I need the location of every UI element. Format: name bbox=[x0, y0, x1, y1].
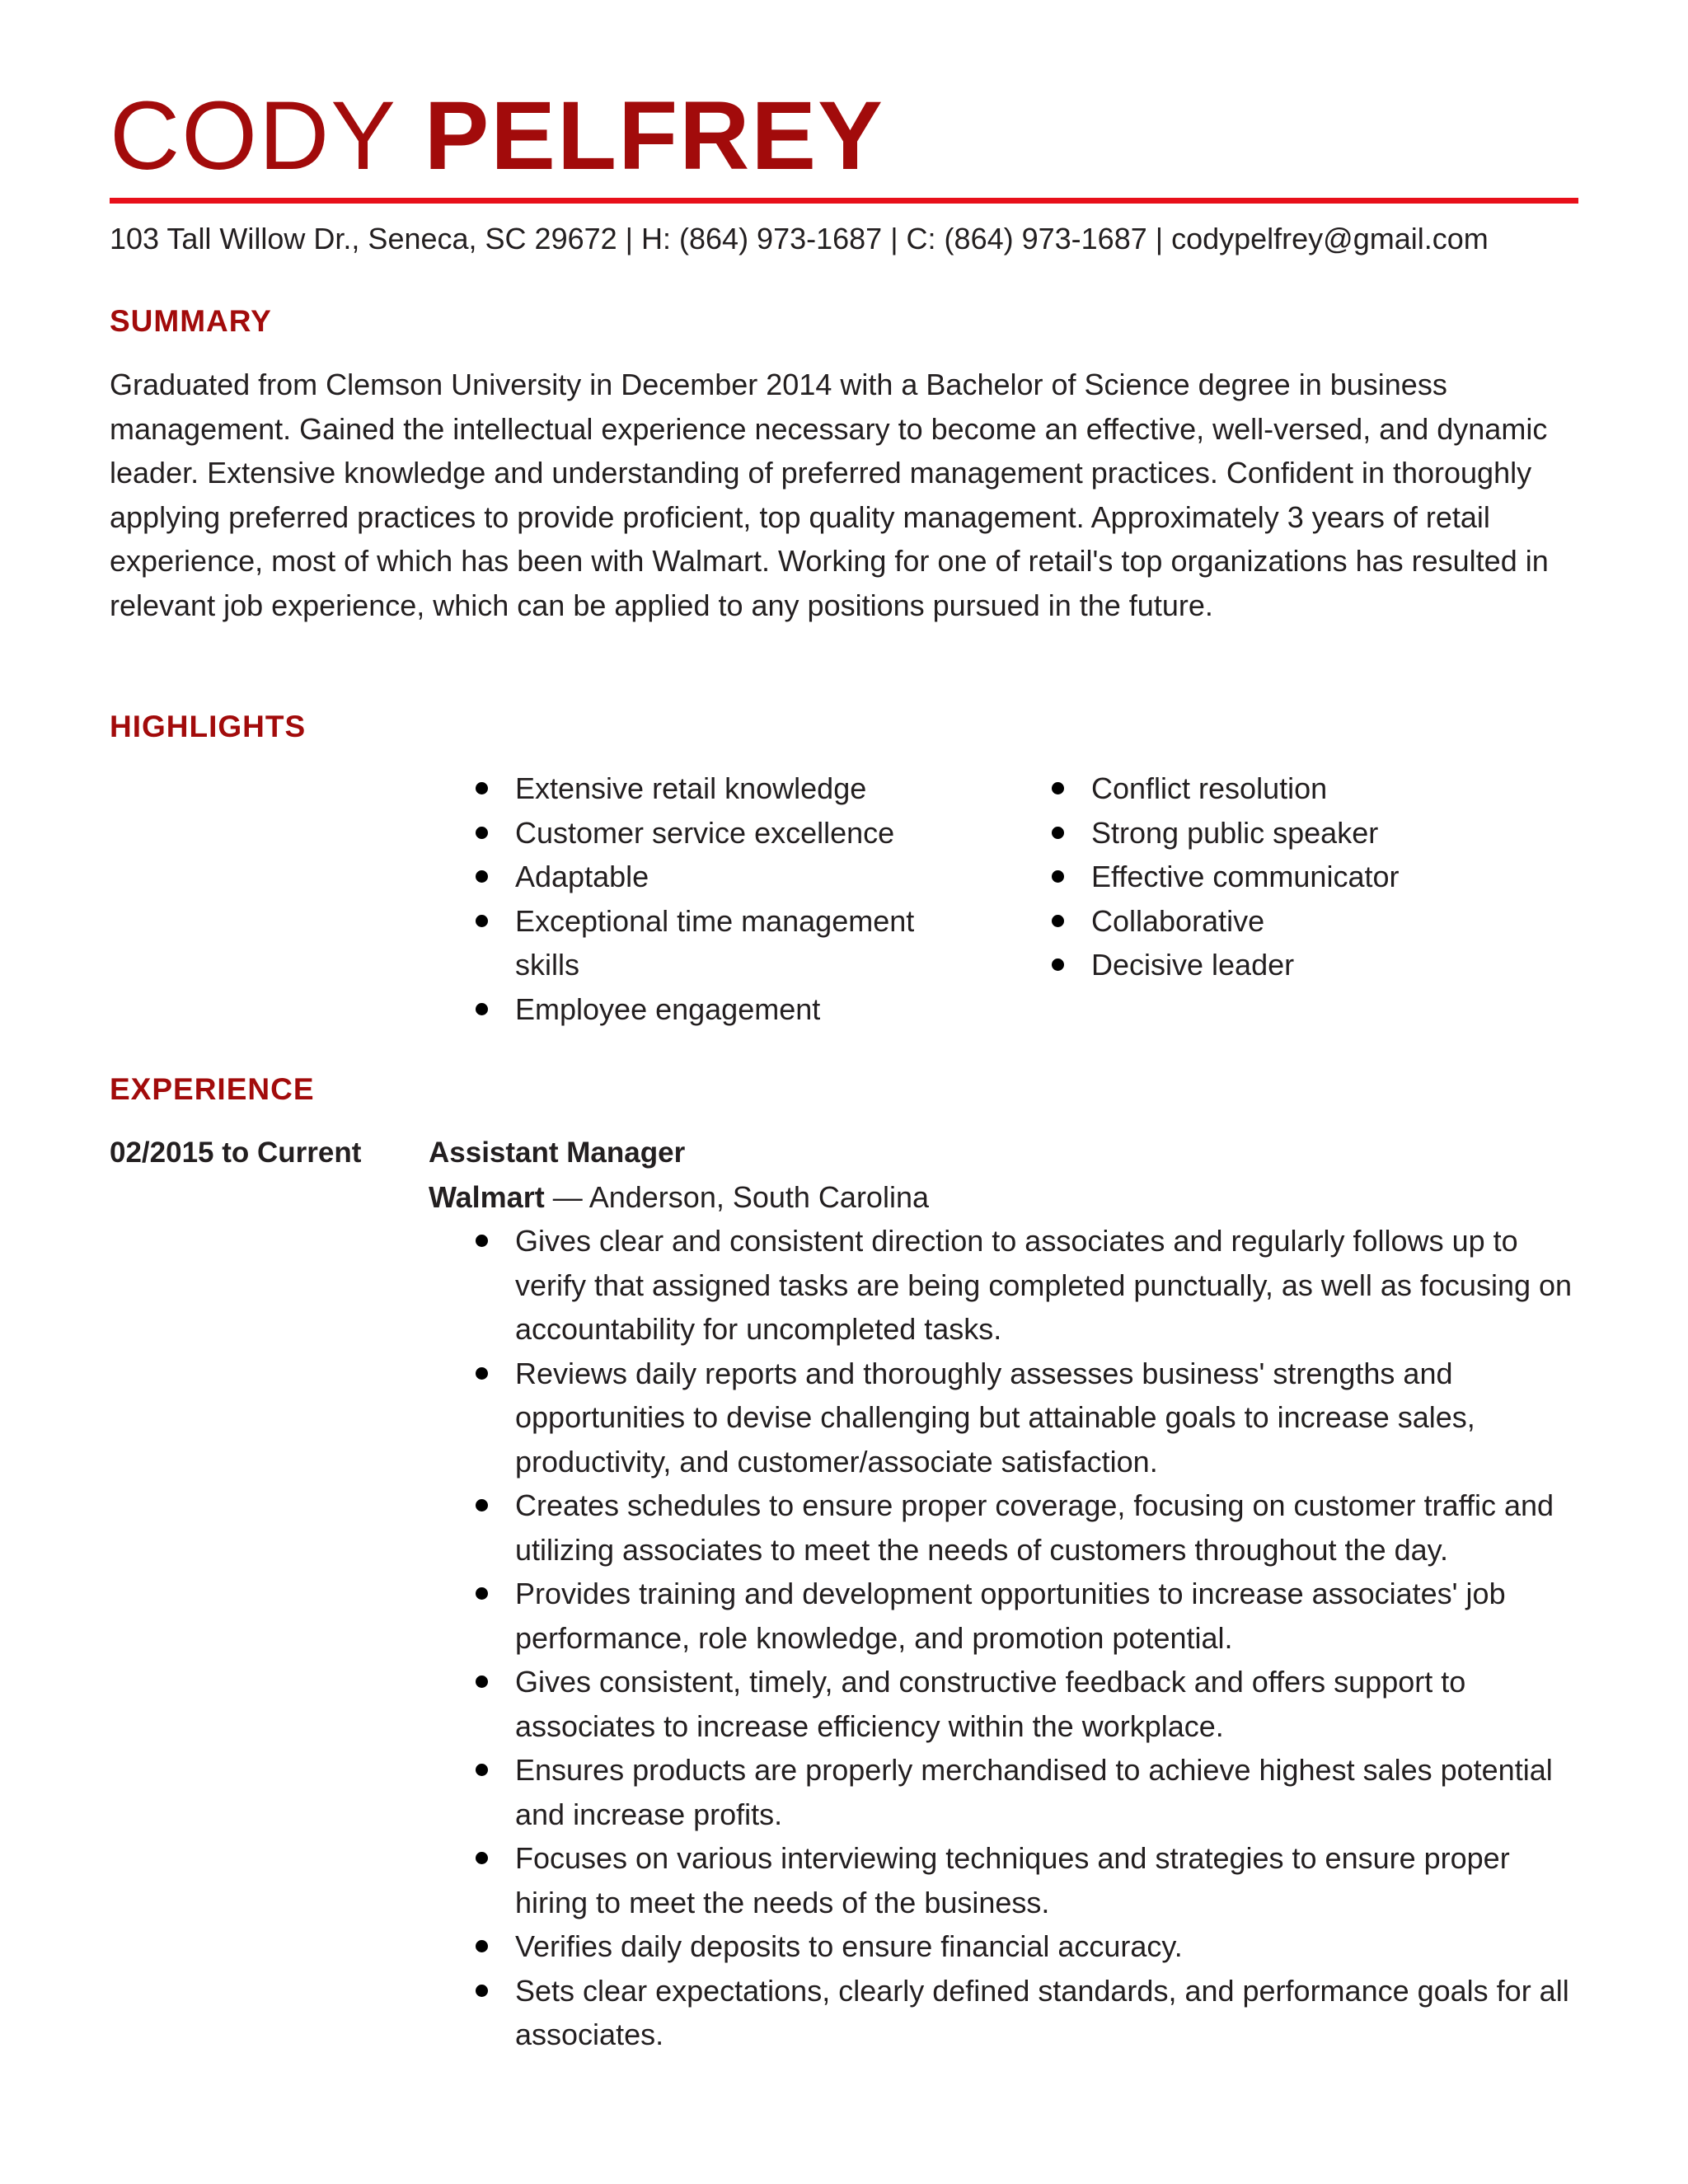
highlight-item: Collaborative bbox=[1091, 899, 1553, 944]
bullet-icon bbox=[476, 1852, 488, 1864]
bullet-icon bbox=[476, 1764, 488, 1776]
highlights-heading: HIGHLIGHTS bbox=[110, 710, 307, 743]
highlight-item: Employee engagement bbox=[515, 987, 985, 1032]
bullet-icon bbox=[1052, 958, 1064, 971]
candidate-name bbox=[110, 78, 884, 194]
bullet-icon bbox=[476, 1235, 488, 1247]
highlight-item: Extensive retail knowledge bbox=[515, 766, 985, 811]
duty-item: Ensures products are properly merchandised to achieve highest sales potential and increase profits. bbox=[515, 1748, 1587, 1836]
bullet-icon bbox=[476, 1003, 488, 1015]
bullet-icon bbox=[1052, 782, 1064, 794]
bullet-icon bbox=[476, 1675, 488, 1688]
highlight-item: Effective communicator bbox=[1091, 855, 1553, 899]
employer-separator: — bbox=[544, 1180, 589, 1214]
highlights-column-1 bbox=[515, 766, 985, 1031]
job-location: Anderson, South Carolina bbox=[588, 1180, 929, 1214]
job-dates: 02/2015 to Current bbox=[110, 1137, 362, 1169]
bullet-icon bbox=[476, 1587, 488, 1600]
last-name: PELFREY bbox=[424, 82, 884, 190]
bullet-icon bbox=[476, 1940, 488, 1952]
job-title: Assistant Manager bbox=[429, 1137, 686, 1169]
highlight-item: Conflict resolution bbox=[1091, 766, 1553, 811]
duty-item: Reviews daily reports and thoroughly assesses business' strengths and opportunities to devise challenging but attainable goals to increase sales, productivity, and customer/associate satisfaction. bbox=[515, 1352, 1587, 1484]
summary-heading: SUMMARY bbox=[110, 304, 272, 338]
bullet-icon bbox=[476, 915, 488, 927]
duty-item: Gives consistent, timely, and constructive feedback and offers support to associates to increase efficiency within the workplace. bbox=[515, 1660, 1587, 1748]
highlight-item: Exceptional time management skills bbox=[515, 899, 985, 987]
duty-item: Creates schedules to ensure proper coverage, focusing on customer traffic and utilizing associates to meet the needs of customers throughout the day. bbox=[515, 1483, 1587, 1572]
bullet-icon bbox=[476, 827, 488, 839]
summary-text: Graduated from Clemson University in December 2014 with a Bachelor of Science degree in business management. Gained the intellectual experience necessary to become an effective, well-versed, and dynamic leader. Extensive knowledge and understanding of preferred management practices. Confident in thoroughly applying preferred practices to provide proficient, top quality management. Approximately 3 years of retail experience, most of which has been with Walmart. Working for one of retail's top organizations has resulted in relevant job experience, which can be applied to any positions pursued in the future. bbox=[110, 368, 1549, 622]
bullet-icon bbox=[476, 1499, 488, 1511]
job-employer bbox=[429, 1175, 929, 1220]
company-name: Walmart bbox=[429, 1180, 545, 1214]
bullet-icon bbox=[476, 782, 488, 794]
duty-item: Provides training and development opportunities to increase associates' job performance, role knowledge, and promotion potential. bbox=[515, 1572, 1587, 1660]
header-divider bbox=[110, 198, 1578, 204]
bullet-icon bbox=[476, 1985, 488, 1997]
highlights-column-2 bbox=[1091, 766, 1553, 987]
highlight-item: Decisive leader bbox=[1091, 943, 1553, 987]
bullet-icon bbox=[1052, 915, 1064, 927]
duty-item: Focuses on various interviewing techniques and strategies to ensure proper hiring to meet the needs of the business. bbox=[515, 1836, 1587, 1924]
bullet-icon bbox=[476, 870, 488, 883]
experience-heading: EXPERIENCE bbox=[110, 1072, 315, 1106]
first-name: CODY bbox=[110, 82, 396, 190]
highlight-item: Strong public speaker bbox=[1091, 811, 1553, 855]
job-duties-list bbox=[515, 1219, 1587, 2057]
duty-item: Verifies daily deposits to ensure financial accuracy. bbox=[515, 1924, 1587, 1969]
duty-item: Sets clear expectations, clearly defined standards, and performance goals for all associates. bbox=[515, 1969, 1587, 2057]
highlight-item: Customer service excellence bbox=[515, 811, 985, 855]
highlight-item: Adaptable bbox=[515, 855, 985, 899]
bullet-icon bbox=[1052, 827, 1064, 839]
contact-line: 103 Tall Willow Dr., Seneca, SC 29672 | H: (864) 973-1687 | C: (864) 973-1687 | codypelfrey@gmail.com bbox=[110, 222, 1489, 255]
bullet-icon bbox=[476, 1367, 488, 1380]
duty-item: Gives clear and consistent direction to associates and regularly follows up to verify that assigned tasks are being completed punctually, as well as focusing on accountability for uncompleted tasks. bbox=[515, 1219, 1587, 1352]
bullet-icon bbox=[1052, 870, 1064, 883]
